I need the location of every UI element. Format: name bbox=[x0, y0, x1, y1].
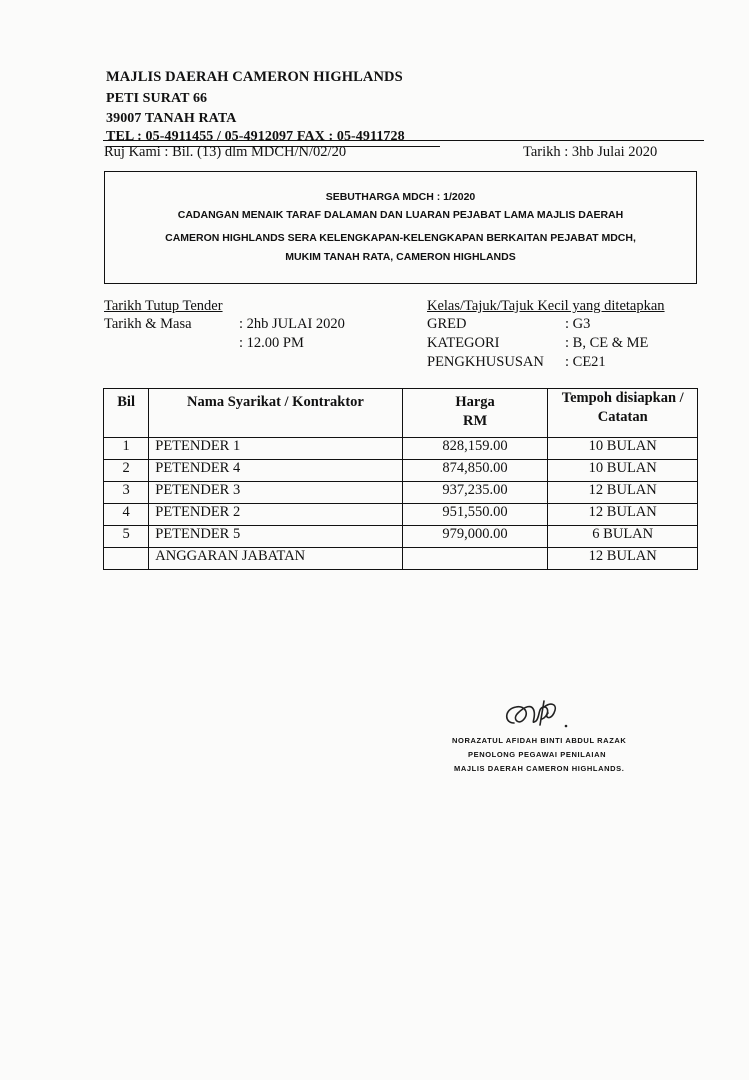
letterhead-postcode-town: 39007 TANAH RATA bbox=[106, 111, 237, 126]
row-bil: 1 bbox=[104, 438, 149, 460]
project-title-line-2: CAMERON HIGHLANDS SERA KELENGKAPAN-KELENGKAPAN BERKAITAN PEJABAT MDCH, bbox=[165, 232, 636, 244]
gred-value: : G3 bbox=[565, 316, 591, 332]
header-tempoh: Tempoh disiapkan / Catatan bbox=[548, 389, 698, 438]
header-nama: Nama Syarikat / Kontraktor bbox=[149, 389, 402, 438]
row-nama: PETENDER 1 bbox=[149, 438, 402, 460]
table-row bbox=[104, 526, 698, 548]
row-harga bbox=[402, 548, 548, 570]
row-tempoh: 12 BULAN bbox=[548, 504, 698, 526]
row-bil: 5 bbox=[104, 526, 149, 548]
closing-heading: Tarikh Tutup Tender bbox=[104, 298, 223, 314]
row-harga: 937,235.00 bbox=[402, 482, 548, 504]
closing-time: : 12.00 PM bbox=[239, 335, 304, 351]
row-bil: 2 bbox=[104, 460, 149, 482]
tender-results-table bbox=[103, 388, 698, 570]
classification-heading: Kelas/Tajuk/Tajuk Kecil yang ditetapkan bbox=[427, 298, 665, 314]
table-row bbox=[104, 460, 698, 482]
row-tempoh: 12 BULAN bbox=[548, 548, 698, 570]
row-nama: PETENDER 2 bbox=[149, 504, 402, 526]
row-tempoh: 6 BULAN bbox=[548, 526, 698, 548]
letterhead-contact: TEL : 05-4911455 / 05-4912097 FAX : 05-4911728 bbox=[106, 129, 405, 144]
row-tempoh: 10 BULAN bbox=[548, 460, 698, 482]
row-harga: 951,550.00 bbox=[402, 504, 548, 526]
header-bil: Bil bbox=[104, 389, 149, 438]
row-harga: 979,000.00 bbox=[402, 526, 548, 548]
signatory-name: NORAZATUL AFIDAH BINTI ABDUL RAZAK bbox=[452, 736, 627, 745]
row-tempoh: 12 BULAN bbox=[548, 482, 698, 504]
kategori-value: : B, CE & ME bbox=[565, 335, 649, 351]
reference-number: Ruj Kami : Bil. (13) dlm MDCH/N/02/20 bbox=[104, 144, 347, 160]
pengkhususan-label: PENGKHUSUSAN bbox=[427, 354, 544, 370]
kategori-label: KATEGORI bbox=[427, 335, 500, 351]
row-bil: 4 bbox=[104, 504, 149, 526]
header-harga: Harga RM bbox=[402, 389, 548, 438]
table-row bbox=[104, 438, 698, 460]
row-nama: PETENDER 5 bbox=[149, 526, 402, 548]
row-harga: 828,159.00 bbox=[402, 438, 548, 460]
letter-date: Tarikh : 3hb Julai 2020 bbox=[523, 144, 658, 160]
table-row bbox=[104, 504, 698, 526]
table-row bbox=[104, 482, 698, 504]
signatory-title: PENOLONG PEGAWAI PENILAIAN bbox=[468, 750, 607, 759]
row-tempoh: 10 BULAN bbox=[548, 438, 698, 460]
letterhead-po-box: PETI SURAT 66 bbox=[106, 91, 208, 106]
row-bil bbox=[104, 548, 149, 570]
row-harga: 874,850.00 bbox=[402, 460, 548, 482]
project-title-line-1: CADANGAN MENAIK TARAF DALAMAN DAN LUARAN PEJABAT LAMA MAJLIS DAERAH bbox=[177, 209, 624, 221]
pengkhususan-value: : CE21 bbox=[565, 354, 606, 370]
row-nama: PETENDER 3 bbox=[149, 482, 402, 504]
table-header-row bbox=[104, 389, 698, 438]
row-bil: 3 bbox=[104, 482, 149, 504]
row-nama: ANGGARAN JABATAN bbox=[149, 548, 402, 570]
handwritten-signature bbox=[500, 695, 580, 737]
letterhead-org-name: MAJLIS DAERAH CAMERON HIGHLANDS bbox=[106, 69, 403, 85]
closing-label: Tarikh & Masa bbox=[104, 316, 192, 332]
project-title-line-3: MUKIM TANAH RATA, CAMERON HIGHLANDS bbox=[285, 251, 516, 263]
table-row-estimate bbox=[104, 548, 698, 570]
closing-date: : 2hb JULAI 2020 bbox=[239, 316, 345, 332]
header-divider bbox=[103, 140, 704, 141]
title-box bbox=[104, 171, 697, 284]
row-nama: PETENDER 4 bbox=[149, 460, 402, 482]
quotation-number: SEBUTHARGA MDCH : 1/2020 bbox=[325, 191, 476, 203]
signatory-org: MAJLIS DAERAH CAMERON HIGHLANDS. bbox=[454, 764, 625, 773]
gred-label: GRED bbox=[427, 316, 467, 332]
